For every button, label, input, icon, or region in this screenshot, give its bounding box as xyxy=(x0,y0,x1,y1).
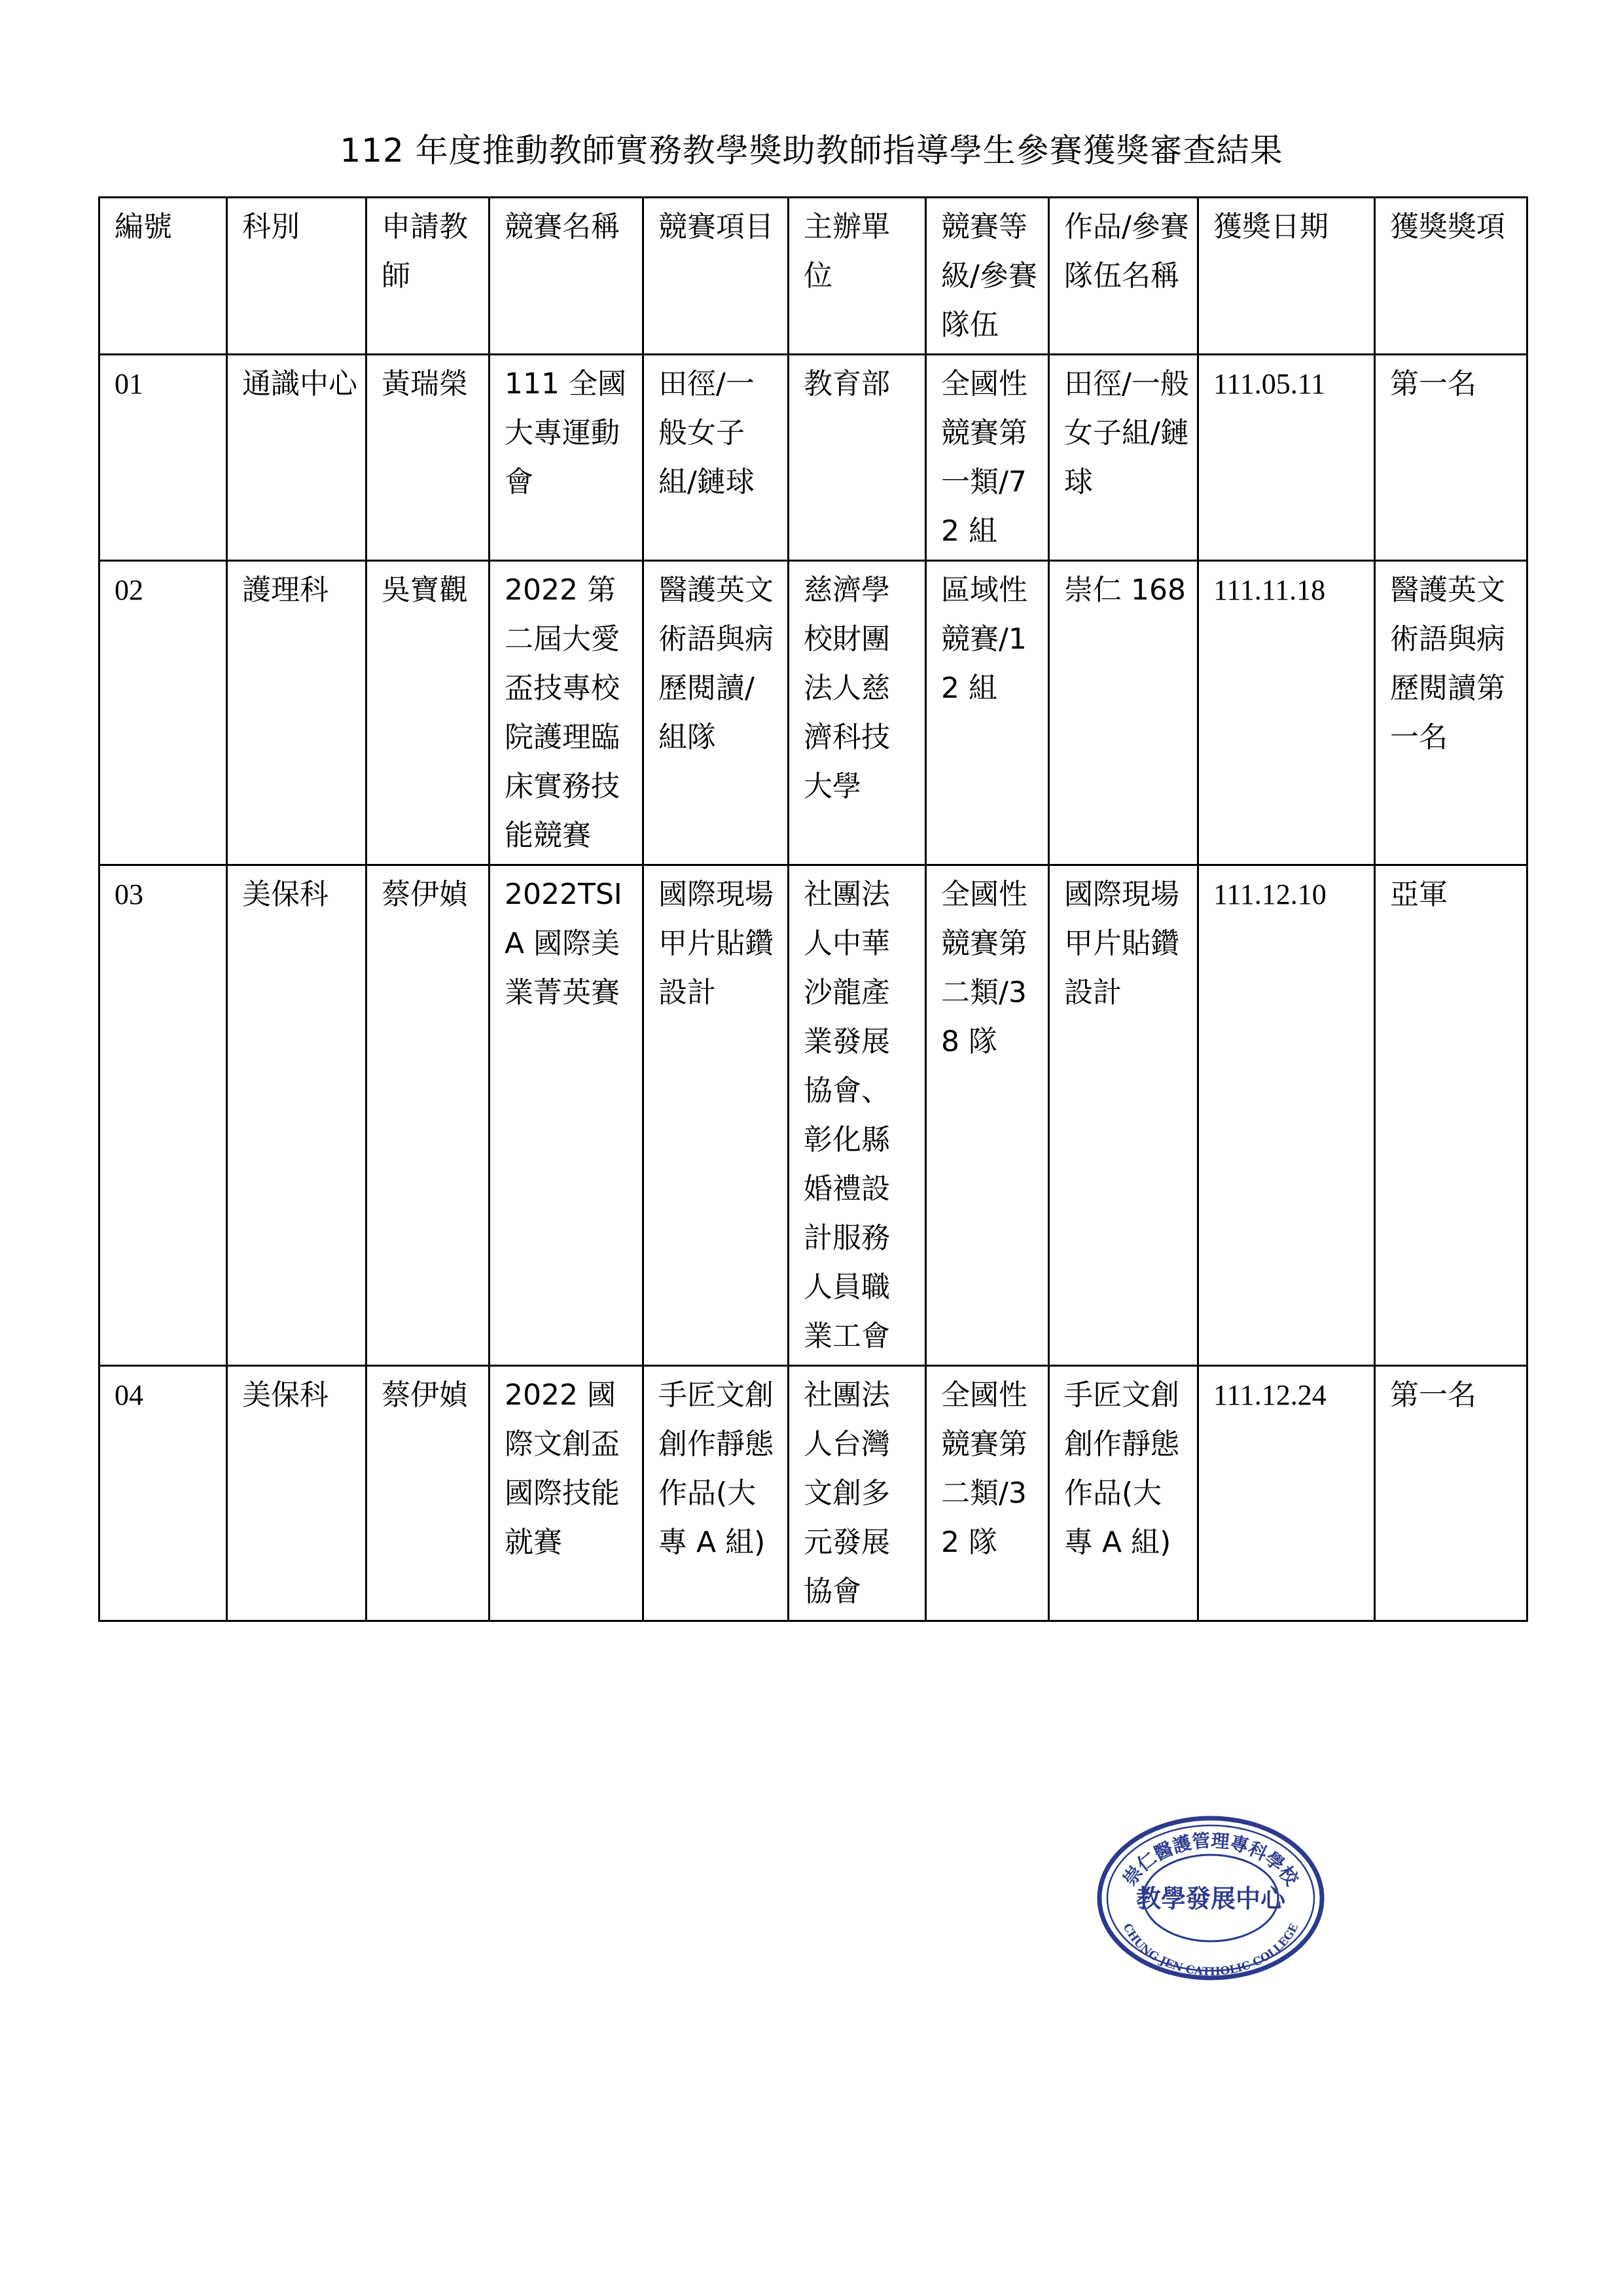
cell-work-team-name: 國際現場甲片貼鑽設計 xyxy=(1049,865,1198,1366)
table-row xyxy=(99,865,1527,1366)
header-cell: 競賽名稱 xyxy=(490,198,643,355)
cell-competition-name: 2022 第二屆大愛盃技專校院護理臨床實務技能競賽 xyxy=(490,561,643,865)
cell-award-date: 111.11.18 xyxy=(1198,561,1375,865)
table-row xyxy=(99,561,1527,865)
cell-department: 通識中心 xyxy=(227,355,366,561)
cell-number: 02 xyxy=(99,561,227,865)
header-cell: 編號 xyxy=(99,198,227,355)
cell-competition-event: 國際現場甲片貼鑽設計 xyxy=(643,865,789,1366)
table-header-row xyxy=(99,198,1527,355)
table-row xyxy=(99,355,1527,561)
cell-work-team-name: 手匠文創創作靜態作品(大專 A 組) xyxy=(1049,1366,1198,1621)
award-results-table xyxy=(98,196,1528,1622)
cell-competition-name: 2022 國際文創盃國際技能就賽 xyxy=(490,1366,643,1621)
cell-award-date: 111.12.10 xyxy=(1198,865,1375,1366)
header-cell: 競賽項目 xyxy=(643,198,789,355)
school-seal-stamp xyxy=(1093,1813,1329,1983)
header-cell: 科別 xyxy=(227,198,366,355)
cell-teacher: 蔡伊媜 xyxy=(366,1366,490,1621)
cell-teacher: 吳寶觀 xyxy=(366,561,490,865)
cell-level-teams: 全國性競賽第一類/72 組 xyxy=(926,355,1049,561)
cell-number: 03 xyxy=(99,865,227,1366)
header-cell: 申請教師 xyxy=(366,198,490,355)
header-cell: 獲獎日期 xyxy=(1198,198,1375,355)
cell-teacher: 黃瑞榮 xyxy=(366,355,490,561)
header-cell: 競賽等級/參賽隊伍 xyxy=(926,198,1049,355)
cell-organizer: 社團法人台灣文創多元發展協會 xyxy=(789,1366,926,1621)
cell-teacher: 蔡伊媜 xyxy=(366,865,490,1366)
seal-center-text: 教學發展中心 xyxy=(1135,1884,1286,1913)
cell-work-team-name: 崇仁 168 xyxy=(1049,561,1198,865)
cell-department: 護理科 xyxy=(227,561,366,865)
cell-organizer: 慈濟學校財團法人慈濟科技大學 xyxy=(789,561,926,865)
seal-top-text: 崇仁醫護管理專科學校 xyxy=(1118,1829,1303,1890)
cell-competition-name: 111 全國大專運動會 xyxy=(490,355,643,561)
cell-award: 第一名 xyxy=(1375,1366,1527,1621)
cell-level-teams: 全國性競賽第二類/32 隊 xyxy=(926,1366,1049,1621)
cell-organizer: 社團法人中華沙龍產業發展協會、彰化縣婚禮設計服務人員職業工會 xyxy=(789,865,926,1366)
cell-work-team-name: 田徑/一般女子組/鏈球 xyxy=(1049,355,1198,561)
page-title: 112 年度推動教師實務教學獎助教師指導學生參賽獲獎審查結果 xyxy=(340,132,1283,170)
cell-number: 04 xyxy=(99,1366,227,1621)
header-cell: 獲獎獎項 xyxy=(1375,198,1527,355)
cell-organizer: 教育部 xyxy=(789,355,926,561)
cell-award-date: 111.05.11 xyxy=(1198,355,1375,561)
cell-number: 01 xyxy=(99,355,227,561)
header-cell: 作品/參賽隊伍名稱 xyxy=(1049,198,1198,355)
header-cell: 主辦單位 xyxy=(789,198,926,355)
cell-department: 美保科 xyxy=(227,1366,366,1621)
cell-competition-event: 手匠文創創作靜態作品(大專 A 組) xyxy=(643,1366,789,1621)
cell-competition-name: 2022TSIA 國際美業菁英賽 xyxy=(490,865,643,1366)
table-row xyxy=(99,1366,1527,1621)
cell-competition-event: 田徑/一般女子組/鏈球 xyxy=(643,355,789,561)
cell-department: 美保科 xyxy=(227,865,366,1366)
cell-level-teams: 全國性競賽第二類/38 隊 xyxy=(926,865,1049,1366)
cell-award-date: 111.12.24 xyxy=(1198,1366,1375,1621)
cell-level-teams: 區域性競賽/12 組 xyxy=(926,561,1049,865)
cell-award: 亞軍 xyxy=(1375,865,1527,1366)
cell-competition-event: 醫護英文術語與病歷閱讀/組隊 xyxy=(643,561,789,865)
cell-award: 第一名 xyxy=(1375,355,1527,561)
cell-award: 醫護英文術語與病歷閱讀第一名 xyxy=(1375,561,1527,865)
seal-bottom-text: CHUNG JEN CATHOLIC COLLEGE xyxy=(1120,1921,1302,1979)
